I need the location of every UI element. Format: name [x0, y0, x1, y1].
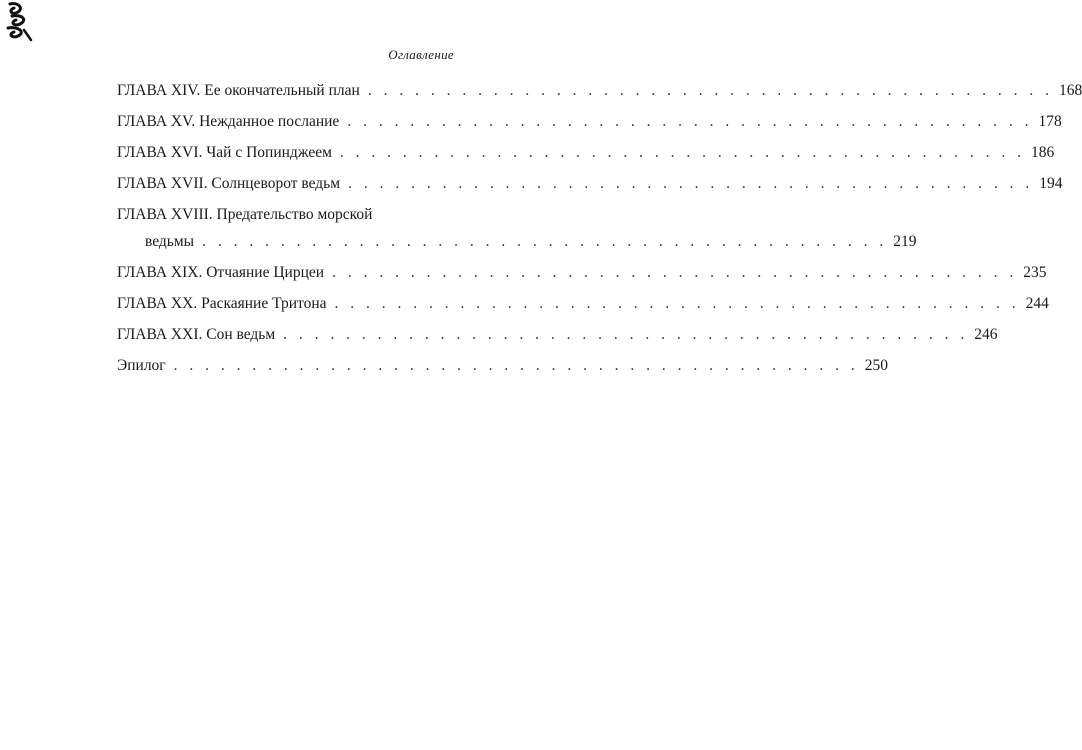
toc-entry-page: 246: [974, 326, 998, 343]
toc-entry-page: 186: [1031, 144, 1055, 161]
toc-entry-chapter-14[interactable]: [117, 80, 1082, 101]
toc-entry-title: ГЛАВА XVIII. Предательство морской: [117, 206, 373, 223]
toc-entry-chapter-20[interactable]: [117, 293, 1049, 314]
dot-leader: . . . . . . . . . . . . . . . . . . . . . . . . . . . . . . . . . . . . . . . . . . . .: [283, 326, 969, 343]
toc-entry-title-continuation: ведьмы: [145, 233, 195, 250]
toc-entry-title: ГЛАВА XVI. Чай с Попинджеем: [117, 144, 332, 161]
toc-entry-epilogue[interactable]: [117, 355, 889, 376]
table-of-contents: [117, 80, 1082, 386]
toc-entry-title: ГЛАВА XIX. Отчаяние Цирцеи: [117, 264, 325, 281]
swirl-ornament-icon: [4, 0, 34, 44]
toc-entry-page: 244: [1025, 295, 1049, 312]
dot-leader: . . . . . . . . . . . . . . . . . . . . . . . . . . . . . . . . . . . . . . . . . . . .: [202, 233, 888, 250]
toc-entry-chapter-17[interactable]: [117, 173, 1063, 194]
toc-entry-page: 219: [893, 233, 917, 250]
dot-leader: . . . . . . . . . . . . . . . . . . . . . . . . . . . . . . . . . . . . . . . . . . . .: [347, 113, 1033, 130]
dot-leader: . . . . . . . . . . . . . . . . . . . . . . . . . . . . . . . . . . . . . . . . . . . .: [334, 295, 1020, 312]
toc-entry-page: 250: [864, 357, 889, 374]
toc-entry-title: ГЛАВА XX. Раскаяние Тритона: [117, 295, 327, 312]
toc-entry-chapter-18[interactable]: [117, 204, 917, 252]
dot-leader: . . . . . . . . . . . . . . . . . . . . . . . . . . . . . . . . . . . . . . . . . . . .: [348, 175, 1034, 192]
toc-entry-title: ГЛАВА XIV. Ее окончательный план: [117, 82, 360, 99]
dot-leader: . . . . . . . . . . . . . . . . . . . . . . . . . . . . . . . . . . . . . . . . . . . .: [339, 144, 1026, 161]
toc-entry-page: 168: [1058, 82, 1082, 99]
dot-leader: . . . . . . . . . . . . . . . . . . . . . . . . . . . . . . . . . . . . . . . . . . . .: [367, 82, 1053, 99]
toc-entry-page: 235: [1023, 264, 1047, 281]
toc-entry-page: 178: [1038, 113, 1062, 130]
toc-entry-chapter-19[interactable]: [117, 262, 1047, 283]
dot-leader: . . . . . . . . . . . . . . . . . . . . . . . . . . . . . . . . . . . . . . . . . . . .: [332, 264, 1018, 281]
toc-entry-title: ГЛАВА XV. Нежданное послание: [117, 113, 340, 130]
toc-entry-chapter-21[interactable]: [117, 324, 998, 345]
dot-leader: . . . . . . . . . . . . . . . . . . . . . . . . . . . . . . . . . . . . . . . . . . . .: [173, 357, 859, 374]
toc-entry-title: Эпилог: [117, 357, 166, 374]
toc-entry-title: ГЛАВА XVII. Солнцеворот ведьм: [117, 175, 341, 192]
toc-entry-chapter-15[interactable]: [117, 111, 1062, 132]
toc-entry-page: 194: [1039, 175, 1063, 192]
toc-entry-title: ГЛАВА XXI. Сон ведьм: [117, 326, 276, 343]
running-head: Оглавление: [388, 47, 454, 62]
toc-entry-chapter-16[interactable]: [117, 142, 1055, 163]
